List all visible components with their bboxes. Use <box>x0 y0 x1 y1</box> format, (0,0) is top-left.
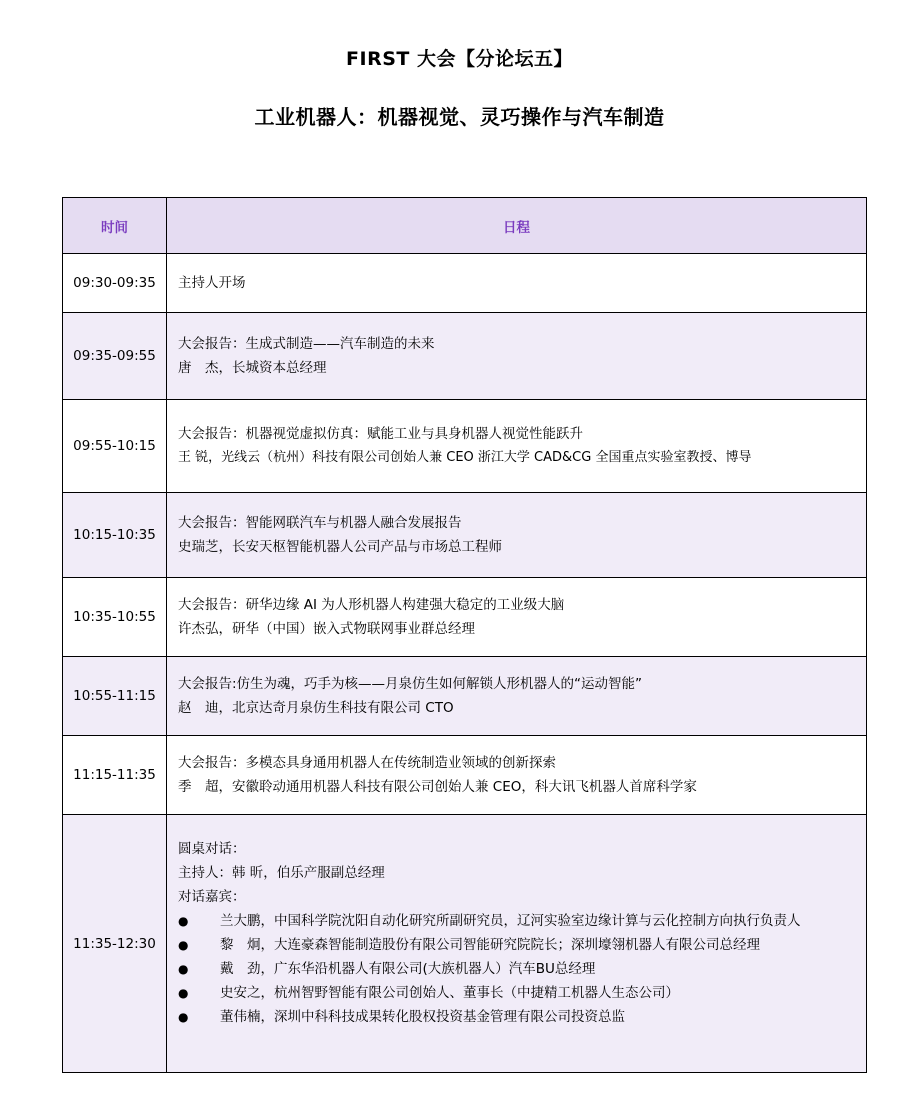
agenda-line: 大会报告：机器视觉虚拟仿真：赋能工业与具身机器人视觉性能跃升 <box>178 426 583 442</box>
guest-item <box>178 1005 866 1029</box>
guest-item <box>178 933 866 957</box>
roundtable-host: 主持人：韩 昕，伯乐产服副总经理 <box>178 865 385 881</box>
row-agenda <box>167 657 867 736</box>
row-time: 11:35-12:30 <box>63 815 167 1073</box>
table-row <box>63 313 867 400</box>
speaker-line: 唐 杰，长城资本总经理 <box>178 360 327 376</box>
table-row <box>63 736 867 815</box>
guest-item <box>178 981 866 1005</box>
row-time: 10:55-11:15 <box>63 657 167 736</box>
row-agenda <box>167 493 867 578</box>
guest-item <box>178 957 866 981</box>
speaker-line: 赵 迪，北京达奇月泉仿生科技有限公司 CTO <box>178 700 454 716</box>
table-row <box>63 400 867 493</box>
header-time: 时间 <box>63 198 167 254</box>
header-agenda: 日程 <box>167 198 867 254</box>
page-subtitle: 工业机器人：机器视觉、灵巧操作与汽车制造 <box>254 105 665 129</box>
agenda-line: 大会报告：智能网联汽车与机器人融合发展报告 <box>178 515 462 531</box>
bullet-icon: ● <box>178 938 189 952</box>
row-time: 09:35-09:55 <box>63 313 167 400</box>
speaker-line: 王 锐，光线云（杭州）科技有限公司创始人兼 CEO 浙江大学 CAD&CG 全国重点实验室教授、博导 <box>178 450 752 465</box>
guest-text: 黎 炯，大连豪森智能制造股份有限公司智能研究院院长；深圳壕翎机器人有限公司总经理 <box>220 937 760 953</box>
row-agenda <box>167 313 867 400</box>
bullet-icon: ● <box>178 986 189 1000</box>
bullet-icon: ● <box>178 914 189 928</box>
row-time: 10:15-10:35 <box>63 493 167 578</box>
table-row <box>63 254 867 313</box>
speaker-line: 季 超，安徽聆动通用机器人科技有限公司创始人兼 CEO，科大讯飞机器人首席科学家 <box>178 779 697 795</box>
table-row <box>63 493 867 578</box>
row-time: 09:55-10:15 <box>63 400 167 493</box>
guest-text: 史安之，杭州智野智能有限公司创始人、董事长（中捷精工机器人生态公司） <box>220 985 679 1001</box>
agenda-line: 大会报告：生成式制造——汽车制造的未来 <box>178 336 435 352</box>
schedule-table <box>62 197 867 1073</box>
row-time: 10:35-10:55 <box>63 578 167 657</box>
row-agenda <box>167 578 867 657</box>
row-agenda <box>167 254 867 313</box>
bullet-icon: ● <box>178 962 189 976</box>
row-time: 11:15-11:35 <box>63 736 167 815</box>
roundtable-agenda <box>167 815 867 1073</box>
bullet-icon: ● <box>178 1010 189 1024</box>
row-agenda <box>167 400 867 493</box>
guest-text: 兰大鹏，中国科学院沈阳自动化研究所副研究员，辽河实验室边缘计算与云化控制方向执行负责人 <box>220 913 801 929</box>
guest-text: 戴 劲，广东华沿机器人有限公司(大族机器人）汽车BU总经理 <box>220 961 596 977</box>
speaker-line: 许杰弘，研华（中国）嵌入式物联网事业群总经理 <box>178 621 475 637</box>
table-row <box>63 578 867 657</box>
table-row-roundtable <box>63 815 867 1073</box>
page-title: FIRST 大会【分论坛五】 <box>346 48 573 70</box>
agenda-line: 大会报告：多模态具身通用机器人在传统制造业领域的创新探索 <box>178 755 556 771</box>
guest-text: 董伟楠，深圳中科科技成果转化股权投资基金管理有限公司投资总监 <box>220 1009 625 1025</box>
speaker-line: 史瑞芝，长安天枢智能机器人公司产品与市场总工程师 <box>178 539 502 555</box>
agenda-line: 大会报告：研华边缘 AI 为人形机器人构建强大稳定的工业级大脑 <box>178 597 565 613</box>
roundtable-guests-label: 对话嘉宾： <box>178 889 246 905</box>
row-time: 09:30-09:35 <box>63 254 167 313</box>
row-agenda <box>167 736 867 815</box>
agenda-line: 主持人开场 <box>178 275 246 291</box>
agenda-line: 大会报告:仿生为魂，巧手为核——月泉仿生如何解锁人形机器人的“运动智能” <box>178 676 643 692</box>
roundtable-label: 圆桌对话： <box>178 841 246 857</box>
guest-item <box>178 909 866 933</box>
table-row <box>63 657 867 736</box>
